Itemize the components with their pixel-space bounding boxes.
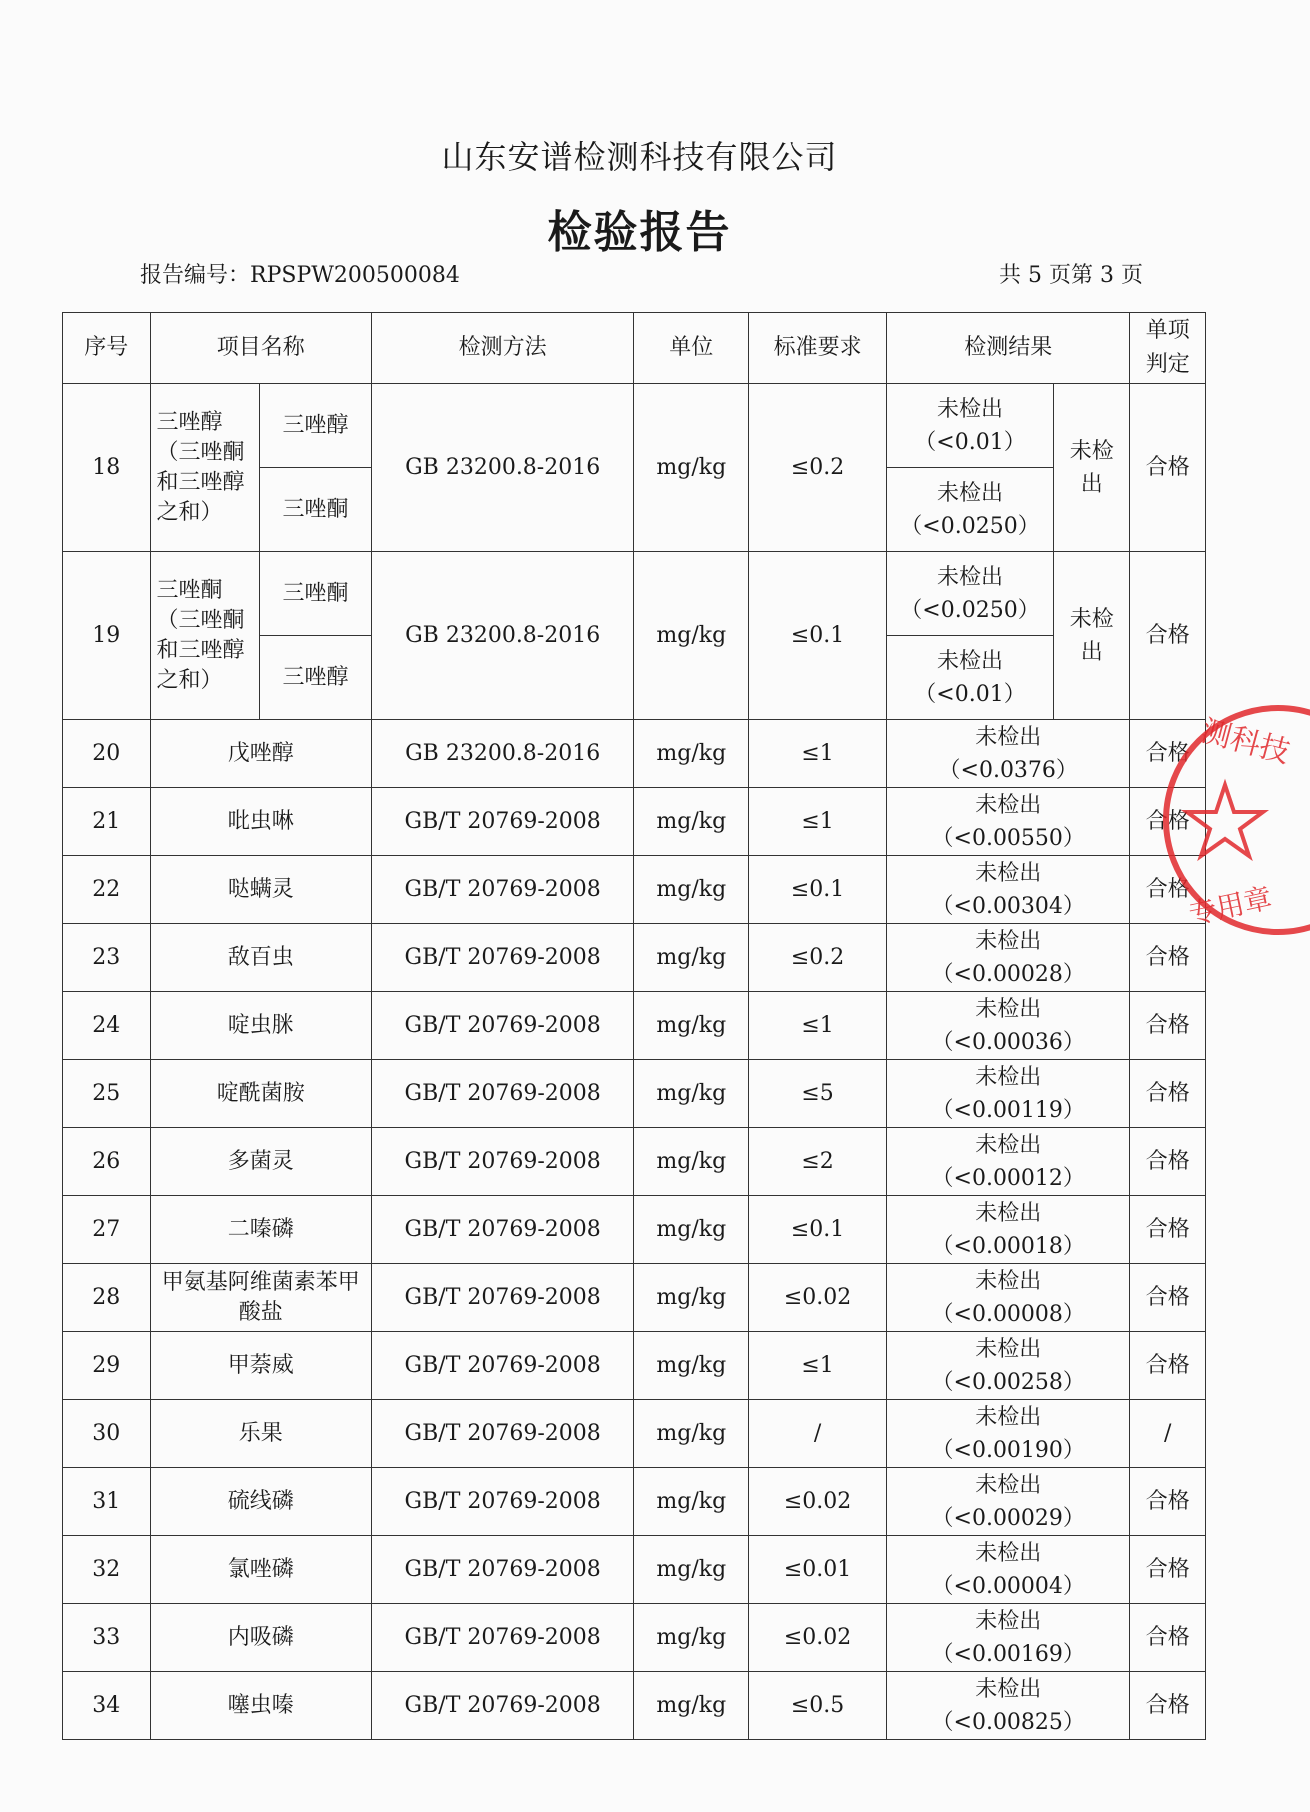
- cell-result: [886, 1672, 1129, 1740]
- cell-method: GB/T 20769-2008: [371, 1672, 634, 1740]
- result-line2: （<0.00258）: [931, 1369, 1085, 1395]
- cell-item-name: 啶虫脒: [150, 992, 371, 1060]
- cell-result: [886, 1604, 1129, 1672]
- cell-unit: mg/kg: [634, 856, 749, 924]
- official-seal-icon: [1160, 690, 1310, 950]
- result-line1: 未检出: [936, 564, 1003, 590]
- cell-item-name: 三唑醇（三唑酮和三唑醇之和）: [150, 384, 260, 552]
- cell-sub-item: 三唑醇: [260, 636, 372, 720]
- table-row: [63, 384, 1206, 468]
- cell-item-name: 氯唑磷: [150, 1536, 371, 1604]
- cell-no: 32: [63, 1536, 151, 1604]
- result-line2: （<0.00825）: [931, 1709, 1085, 1735]
- cell-standard: ≤0.01: [749, 1536, 887, 1604]
- cell-item-name: 内吸磷: [150, 1604, 371, 1672]
- result-line2: （<0.0376）: [938, 757, 1078, 783]
- cell-method: GB/T 20769-2008: [371, 1332, 634, 1400]
- cell-item-name: 戊唑醇: [150, 720, 371, 788]
- cell-judgement: 合格: [1130, 552, 1206, 720]
- result-line2: （<0.00029）: [931, 1505, 1085, 1531]
- cell-standard: ≤0.1: [749, 1196, 887, 1264]
- table-header-row: [63, 313, 1206, 384]
- cell-method: GB/T 20769-2008: [371, 1128, 634, 1196]
- cell-unit: mg/kg: [634, 924, 749, 992]
- report-title: 检验报告: [547, 207, 732, 258]
- cell-no: 26: [63, 1128, 151, 1196]
- cell-unit: mg/kg: [634, 384, 749, 552]
- cell-judgement: 合格: [1130, 1264, 1206, 1332]
- result-line1: 未检出: [975, 1336, 1042, 1362]
- cell-item-name: 硫线磷: [150, 1468, 371, 1536]
- header-no: 序号: [63, 313, 151, 384]
- result-line2: （<0.00169）: [931, 1641, 1085, 1667]
- combined-line2: 出: [1080, 471, 1103, 497]
- table-row: [63, 1672, 1206, 1740]
- cell-result: [886, 992, 1129, 1060]
- table-row: [63, 1468, 1206, 1536]
- cell-unit: mg/kg: [634, 1060, 749, 1128]
- cell-standard: ≤5: [749, 1060, 887, 1128]
- cell-result: [886, 1332, 1129, 1400]
- result-line1: 未检出: [936, 396, 1003, 422]
- cell-unit: mg/kg: [634, 1196, 749, 1264]
- cell-result: [886, 720, 1129, 788]
- combined-line2: 出: [1080, 639, 1103, 665]
- cell-standard: ≤0.5: [749, 1672, 887, 1740]
- cell-result: [886, 1196, 1129, 1264]
- cell-judgement: 合格: [1130, 1672, 1206, 1740]
- page-info: 共 5 页第 3 页: [999, 263, 1143, 288]
- cell-no: 29: [63, 1332, 151, 1400]
- report-number: 报告编号：RPSPW200500084: [140, 263, 460, 288]
- table-row: [63, 992, 1206, 1060]
- cell-item-name: 甲氨基阿维菌素苯甲酸盐: [150, 1264, 371, 1332]
- result-line1: 未检出: [975, 1676, 1042, 1702]
- cell-standard: ≤1: [749, 720, 887, 788]
- result-line1: 未检出: [975, 1472, 1042, 1498]
- result-line1: 未检出: [936, 648, 1003, 674]
- result-line2: （<0.00304）: [931, 893, 1085, 919]
- cell-unit: mg/kg: [634, 720, 749, 788]
- cell-standard: ≤2: [749, 1128, 887, 1196]
- combined-line1: 未检: [1069, 438, 1114, 464]
- cell-judgement: 合格: [1130, 720, 1206, 788]
- cell-item-name: 三唑酮（三唑酮和三唑醇之和）: [150, 552, 260, 720]
- result-line1: 未检出: [975, 1540, 1042, 1566]
- cell-item-name: 哒螨灵: [150, 856, 371, 924]
- cell-judgement: 合格: [1130, 788, 1206, 856]
- cell-no: 18: [63, 384, 151, 552]
- result-line1: 未检出: [975, 1200, 1042, 1226]
- cell-no: 27: [63, 1196, 151, 1264]
- cell-standard: ≤0.02: [749, 1264, 887, 1332]
- cell-unit: mg/kg: [634, 1332, 749, 1400]
- cell-standard: ≤0.1: [749, 552, 887, 720]
- cell-item-name: 多菌灵: [150, 1128, 371, 1196]
- cell-judgement: 合格: [1130, 1536, 1206, 1604]
- header-item-name: 项目名称: [150, 313, 371, 384]
- cell-method: GB 23200.8-2016: [371, 384, 634, 552]
- cell-sub-item: 三唑酮: [260, 552, 372, 636]
- cell-unit: mg/kg: [634, 1128, 749, 1196]
- cell-result: [886, 1400, 1129, 1468]
- cell-result: [886, 468, 1053, 552]
- cell-no: 25: [63, 1060, 151, 1128]
- cell-unit: mg/kg: [634, 992, 749, 1060]
- header-judgement-line2: 判定: [1145, 352, 1190, 377]
- cell-standard: ≤0.02: [749, 1468, 887, 1536]
- result-line2: （<0.00190）: [931, 1437, 1085, 1463]
- cell-item-name: 甲萘威: [150, 1332, 371, 1400]
- cell-item-name: 敌百虫: [150, 924, 371, 992]
- result-line2: （<0.01）: [914, 429, 1026, 455]
- result-line1: 未检出: [975, 792, 1042, 818]
- cell-judgement: 合格: [1130, 384, 1206, 552]
- cell-method: GB/T 20769-2008: [371, 1536, 634, 1604]
- results-table: [62, 312, 1206, 1740]
- cell-judgement: 合格: [1130, 992, 1206, 1060]
- cell-result: [886, 788, 1129, 856]
- cell-result: [886, 1060, 1129, 1128]
- cell-method: GB 23200.8-2016: [371, 720, 634, 788]
- table-row: [63, 1196, 1206, 1264]
- cell-no: 34: [63, 1672, 151, 1740]
- cell-standard: ≤0.02: [749, 1604, 887, 1672]
- cell-method: GB/T 20769-2008: [371, 924, 634, 992]
- cell-unit: mg/kg: [634, 788, 749, 856]
- cell-no: 31: [63, 1468, 151, 1536]
- result-line1: 未检出: [975, 1132, 1042, 1158]
- cell-judgement: 合格: [1130, 856, 1206, 924]
- cell-no: 21: [63, 788, 151, 856]
- result-line1: 未检出: [975, 996, 1042, 1022]
- table-row: [63, 1264, 1206, 1332]
- cell-item-name: 噻虫嗪: [150, 1672, 371, 1740]
- result-line2: （<0.00004）: [931, 1573, 1085, 1599]
- cell-unit: mg/kg: [634, 1400, 749, 1468]
- cell-sub-item: 三唑酮: [260, 468, 372, 552]
- cell-standard: ≤0.2: [749, 924, 887, 992]
- cell-no: 22: [63, 856, 151, 924]
- header-method: 检测方法: [371, 313, 634, 384]
- result-line2: （<0.00018）: [931, 1233, 1085, 1259]
- cell-standard: ≤0.2: [749, 384, 887, 552]
- result-line1: 未检出: [975, 1608, 1042, 1634]
- combined-line1: 未检: [1069, 606, 1114, 632]
- result-line2: （<0.00008）: [931, 1301, 1085, 1327]
- result-line1: 未检出: [975, 1268, 1042, 1294]
- cell-judgement: 合格: [1130, 1060, 1206, 1128]
- cell-result: [886, 384, 1053, 468]
- table-row: [63, 1060, 1206, 1128]
- cell-result: [886, 636, 1053, 720]
- result-line1: 未检出: [936, 480, 1003, 506]
- cell-method: GB/T 20769-2008: [371, 1400, 634, 1468]
- cell-combined-result: [1054, 384, 1130, 552]
- table-row: [63, 1536, 1206, 1604]
- cell-item-name: 二嗪磷: [150, 1196, 371, 1264]
- result-line2: （<0.00119）: [931, 1097, 1085, 1123]
- result-line2: （<0.00028）: [931, 961, 1085, 987]
- cell-standard: ≤0.1: [749, 856, 887, 924]
- header-judgement-line1: 单项: [1145, 318, 1190, 343]
- cell-standard: ≤1: [749, 992, 887, 1060]
- cell-unit: mg/kg: [634, 1536, 749, 1604]
- cell-judgement: 合格: [1130, 1128, 1206, 1196]
- cell-no: 24: [63, 992, 151, 1060]
- cell-result: [886, 856, 1129, 924]
- header-standard: 标准要求: [749, 313, 887, 384]
- svg-text:测科技: 测科技: [1197, 713, 1294, 771]
- cell-no: 23: [63, 924, 151, 992]
- cell-method: GB/T 20769-2008: [371, 1196, 634, 1264]
- cell-no: 30: [63, 1400, 151, 1468]
- table-row: [63, 1604, 1206, 1672]
- cell-item-name: 啶酰菌胺: [150, 1060, 371, 1128]
- cell-sub-item: 三唑醇: [260, 384, 372, 468]
- cell-result: [886, 1128, 1129, 1196]
- cell-unit: mg/kg: [634, 1672, 749, 1740]
- cell-result: [886, 1468, 1129, 1536]
- cell-item-name: 吡虫啉: [150, 788, 371, 856]
- cell-method: GB/T 20769-2008: [371, 1468, 634, 1536]
- cell-method: GB/T 20769-2008: [371, 1264, 634, 1332]
- cell-method: GB/T 20769-2008: [371, 788, 634, 856]
- result-line1: 未检出: [975, 1064, 1042, 1090]
- cell-standard: ≤1: [749, 788, 887, 856]
- result-line2: （<0.00012）: [931, 1165, 1085, 1191]
- table-row: [63, 924, 1206, 992]
- table-row: [63, 552, 1206, 636]
- cell-method: GB/T 20769-2008: [371, 856, 634, 924]
- result-line1: 未检出: [975, 724, 1042, 750]
- table-row: [63, 788, 1206, 856]
- header-judgement: [1130, 313, 1206, 384]
- cell-standard: ≤1: [749, 1332, 887, 1400]
- cell-standard: /: [749, 1400, 887, 1468]
- cell-unit: mg/kg: [634, 1468, 749, 1536]
- svg-text:专用章: 专用章: [1185, 881, 1275, 932]
- result-line2: （<0.01）: [914, 681, 1026, 707]
- cell-result: [886, 1264, 1129, 1332]
- cell-item-name: 乐果: [150, 1400, 371, 1468]
- cell-judgement: /: [1130, 1400, 1206, 1468]
- header-result: 检测结果: [886, 313, 1129, 384]
- result-line2: （<0.0250）: [900, 597, 1040, 623]
- cell-no: 19: [63, 552, 151, 720]
- cell-no: 33: [63, 1604, 151, 1672]
- cell-no: 20: [63, 720, 151, 788]
- cell-method: GB/T 20769-2008: [371, 992, 634, 1060]
- cell-judgement: 合格: [1130, 1196, 1206, 1264]
- result-line1: 未检出: [975, 1404, 1042, 1430]
- cell-judgement: 合格: [1130, 1332, 1206, 1400]
- cell-result: [886, 1536, 1129, 1604]
- cell-judgement: 合格: [1130, 1604, 1206, 1672]
- table-row: [63, 1400, 1206, 1468]
- result-line2: （<0.00036）: [931, 1029, 1085, 1055]
- company-name: 山东安谱检测科技有限公司: [441, 138, 838, 176]
- table-row: [63, 1128, 1206, 1196]
- cell-unit: mg/kg: [634, 1604, 749, 1672]
- table-row: [63, 720, 1206, 788]
- result-line1: 未检出: [975, 860, 1042, 886]
- cell-unit: mg/kg: [634, 552, 749, 720]
- cell-unit: mg/kg: [634, 1264, 749, 1332]
- cell-method: GB/T 20769-2008: [371, 1060, 634, 1128]
- result-line2: （<0.0250）: [900, 513, 1040, 539]
- cell-result: [886, 552, 1053, 636]
- cell-no: 28: [63, 1264, 151, 1332]
- header-unit: 单位: [634, 313, 749, 384]
- cell-judgement: 合格: [1130, 924, 1206, 992]
- result-line2: （<0.00550）: [931, 825, 1085, 851]
- table-row: [63, 1332, 1206, 1400]
- cell-combined-result: [1054, 552, 1130, 720]
- table-row: [63, 856, 1206, 924]
- result-line1: 未检出: [975, 928, 1042, 954]
- cell-judgement: 合格: [1130, 1468, 1206, 1536]
- cell-method: GB 23200.8-2016: [371, 552, 634, 720]
- cell-result: [886, 924, 1129, 992]
- cell-method: GB/T 20769-2008: [371, 1604, 634, 1672]
